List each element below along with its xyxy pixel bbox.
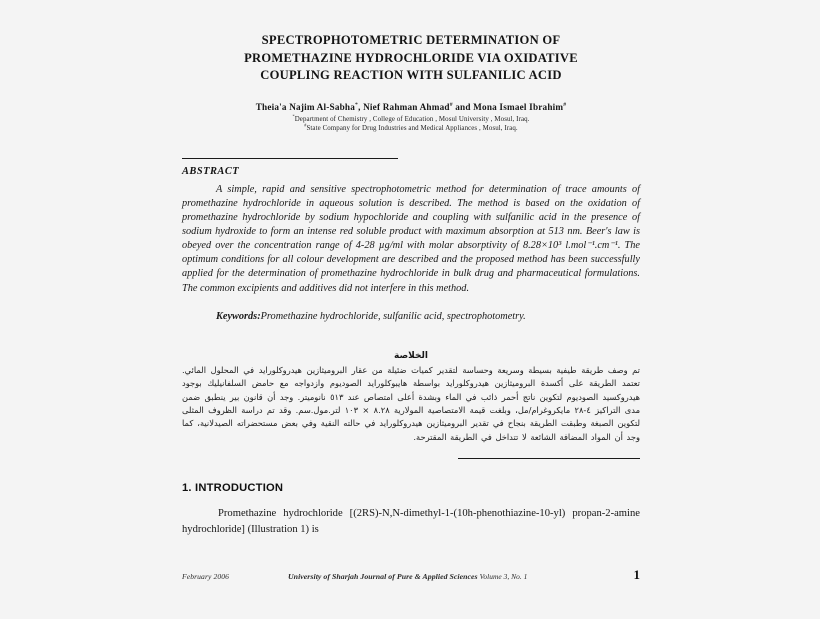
author-name-3: Mona Ismael Ibrahim bbox=[473, 101, 564, 112]
arabic-abstract-body: تم وصف طريقة طيفية بسيطة وسريعة وحساسة لتقدير كميات ضئيلة من عقار البروميثازين هيدروكلورايد في المحلول المائي. تعتمد الطريقة على أكسدة البروميثازين هيدروكلورايد بواسطة هايبوكلورايد الصوديوم وازدواجه مع حامض السلفانيليك بوجود هيدروكسيد الصوديوم لتكوين ناتج أحمر ذائب في الماء وبشدة أعلى امتصاص عند ٥١٣ نانوميتر. وجد أن قانون بير ينطبق ضمن مدى التراكيز ٤-٢٨ مايكروغرام/مل، وبلغت قيمة الامتصاصية المولارية ٨.٢٨ × ١٠٣ لتر.مول.سم. وقد تم دراسة الظروف المثلى لتكوين الصبغة وطبقت الطريقة بنجاح في تقدير البروميثازين هيدروكلورايد في حالته النقية وفي بعض مستحضراته الصيدلانية، كما وجد أن المواد المضافة الشائعة لا تتداخل في الطريقة المقترحة. bbox=[182, 364, 641, 442]
affiliation-1 bbox=[182, 115, 640, 124]
footer-volume: Volume 3, No. 1 bbox=[479, 572, 528, 581]
author-list bbox=[182, 101, 640, 113]
abstract-divider-rule bbox=[182, 158, 398, 159]
affiliation-marker-1: * bbox=[292, 113, 295, 119]
keywords-label: Keywords: bbox=[216, 310, 261, 322]
author-name-1: Theia'a Najim Al-Sabha bbox=[255, 101, 356, 112]
author-affiliation-marker-2: # bbox=[449, 101, 453, 108]
author-separator-1: , bbox=[358, 101, 364, 112]
author-separator-2: and bbox=[452, 101, 474, 112]
affiliation-text-1: Department of Chemistry , College of Education , Mosul University , Mosul, Iraq. bbox=[294, 115, 530, 123]
author-name-2: Nief Rahman Ahmad bbox=[363, 101, 450, 112]
section-divider-rule bbox=[458, 458, 640, 459]
author-affiliation-marker-1: * bbox=[355, 101, 359, 108]
title-line-1: SPECTROPHOTOMETRIC DETERMINATION OF bbox=[261, 33, 561, 47]
footer-journal-title bbox=[288, 572, 610, 581]
introduction-heading: 1. INTRODUCTION bbox=[182, 482, 284, 495]
page-footer bbox=[182, 567, 640, 583]
abstract-heading: ABSTRACT bbox=[182, 165, 240, 177]
page-content-column bbox=[182, 32, 640, 548]
abstract-body: A simple, rapid and sensitive spectrophotometric method for determination of trace amounts of promethazine hydrochloride in aqueous solution is described. The method is based on the oxidation of promethazine hydrochloride by sodium hypochloride and coupling with sulfanilic acid in the presence of sodium hydroxide to form an intense red soluble product with maximum absorption at 513 nm. Beer's law is obeyed over the concentration range of 4-28 µg/ml with molar absorptivity of 8.28×10³ l.mol⁻¹.cm⁻¹. The optimum conditions for all colour development are described and the proposed method has been successfully applied for the determination of promethazine hydrochloride in bulk drug and pharmaceutical formulations. The common excipients and additives did not interfere in this method. bbox=[182, 183, 640, 294]
author-affiliation-marker-3: # bbox=[563, 101, 567, 108]
keywords-line bbox=[182, 310, 640, 324]
footer-date: February 2006 bbox=[182, 572, 230, 581]
affiliation-marker-2: # bbox=[304, 122, 307, 128]
title-line-2: PROMETHAZINE HYDROCHLORIDE VIA OXIDATIVE bbox=[244, 50, 578, 65]
title-line-3: COUPLING REACTION WITH SULFANILIC ACID bbox=[260, 68, 562, 82]
arabic-abstract-heading: الخلاصة bbox=[394, 350, 428, 361]
footer-page-number: 1 bbox=[633, 567, 640, 582]
affiliation-2 bbox=[182, 124, 640, 133]
page-title bbox=[182, 32, 640, 85]
introduction-body: Promethazine hydrochloride [(2RS)-N,N-dimethyl-1-(10h-phenothiazine-10-yl) propan-2-amine hydrochloride] (Illustration 1) is bbox=[182, 508, 640, 535]
keywords-value: Promethazine hydrochloride, sulfanilic acid, spectrophotometry. bbox=[260, 310, 526, 322]
affiliation-text-2: State Company for Drug Industries and Medical Appliances , Mosul, Iraq. bbox=[306, 124, 518, 132]
footer-journal-name: University of Sharjah Journal of Pure & Applied Sciences bbox=[288, 572, 478, 581]
